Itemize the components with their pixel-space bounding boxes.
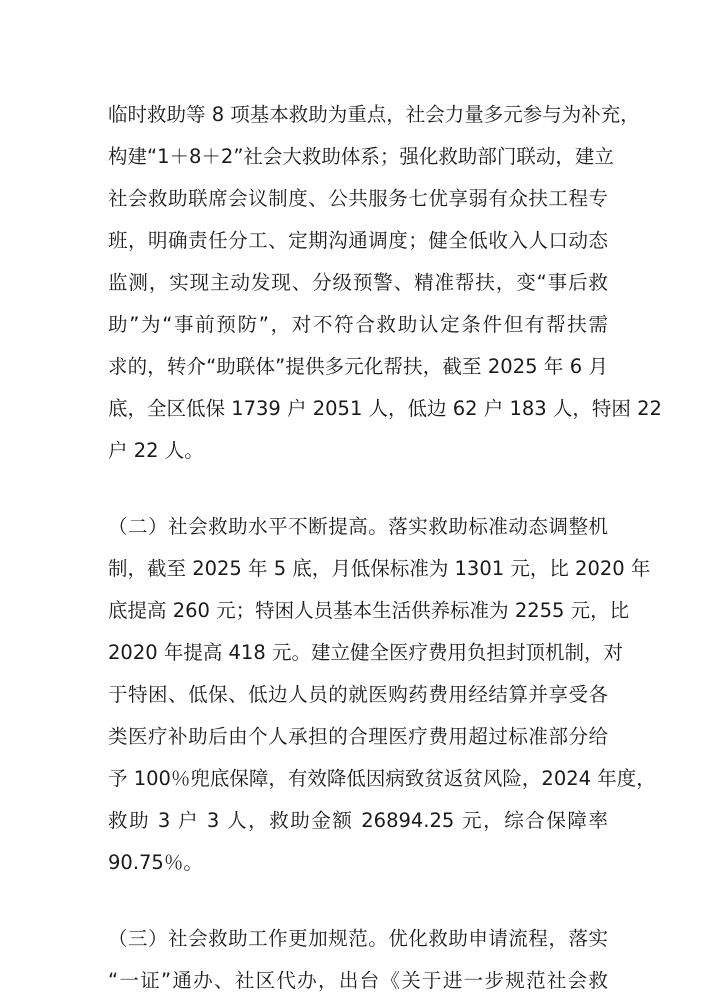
text-line: 制，截至 2025 年 5 底，月低保标准为 1301 元，比 2020 年: [108, 557, 651, 580]
text-line: 底，全区低保 1739 户 2051 人，低边 62 户 183 人，特困 22: [108, 397, 662, 420]
text-line: 社会救助联席会议制度、公共服务七优享弱有众扶工程专: [108, 187, 608, 210]
text-line: 班，明确责任分工、定期沟通调度；健全低收入人口动态: [108, 229, 608, 252]
text-line: 救助 3 户 3 人，救助金额 26894.25 元，综合保障率: [108, 809, 608, 832]
text-line: 构建“1＋8＋2”社会大救助体系；强化救助部门联动，建立: [108, 145, 614, 168]
text-line: （二）社会救助水平不断提高。落实救助标准动态调整机: [108, 515, 608, 538]
text-line: （三）社会救助工作更加规范。优化救助申请流程，落实: [108, 927, 608, 950]
text-line: 类医疗补助后由个人承担的合理医疗费用超过标准部分给: [108, 725, 608, 748]
text-line: 助”为“事前预防”，对不符合救助认定条件但有帮扶需: [108, 313, 608, 336]
text-line: 户 22 人。: [108, 439, 204, 462]
text-line: “一证”通办、社区代办，出台《关于进一步规范社会救: [108, 969, 608, 992]
text-line: 监测，实现主动发现、分级预警、精准帮扶，变“事后救: [108, 271, 608, 294]
text-line: 求的，转介“助联体”提供多元化帮扶，截至 2025 年 6 月: [108, 355, 608, 378]
text-line: 90.75％。: [108, 851, 203, 874]
text-line: 底提高 260 元；特困人员基本生活供养标准为 2255 元，比: [108, 599, 630, 622]
text-line: 予 100％兜底保障，有效降低因病致贫返贫风险，2024 年度，: [108, 767, 656, 790]
text-line: 2020 年提高 418 元。建立健全医疗费用负担封顶机制，对: [108, 641, 623, 664]
text-line: 于特困、低保、低边人员的就医购药费用经结算并享受各: [108, 683, 608, 706]
text-line: 临时救助等 8 项基本救助为重点，社会力量多元参与为补充，: [108, 103, 640, 126]
